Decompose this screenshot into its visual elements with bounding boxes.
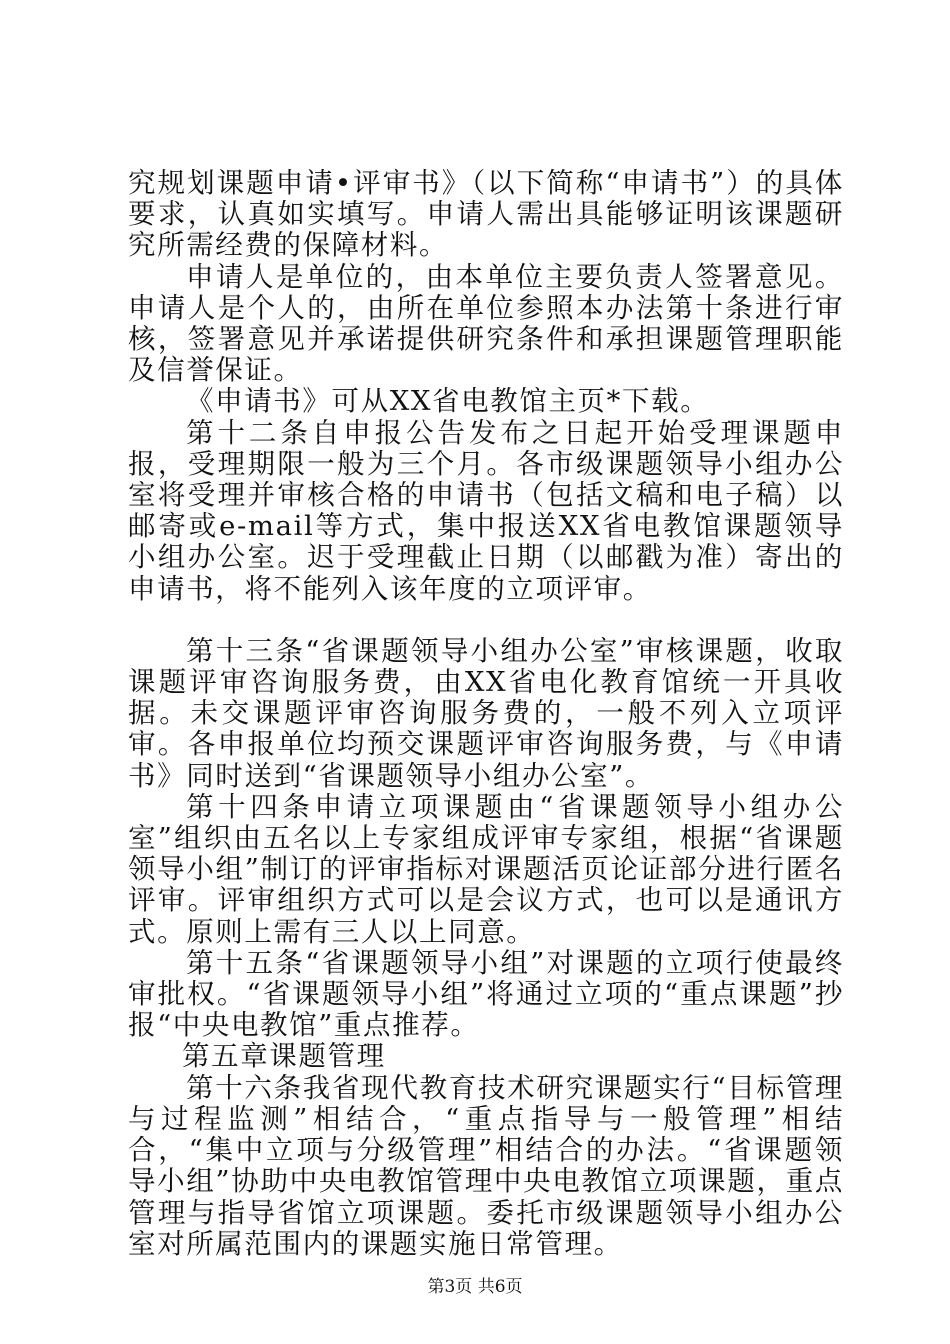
page-number-footer: 第3页 共6页 — [427, 1277, 523, 1297]
document-body — [128, 168, 844, 1260]
paragraph-article-13: 第十三条“省课题领导小组办公室”审核课题，收取课题评审咨询服务费，由XX省电化教育馆统一开具收据。未交课题评审咨询服务费的，一般不列入立项评审。各申报单位均预交课题评审咨询服务费，与《申请书》同时送到“省课题领导小组办公室”。 — [128, 634, 844, 792]
paragraph-download-note: 《申请书》可从XX省电教馆主页*下载。 — [186, 385, 710, 418]
paragraph-article-15: 第十五条“省课题领导小组”对课题的立项行使最终审批权。“省课题领导小组”将通过立项的“重点课题”抄报“中央电教馆”重点推荐。 — [128, 946, 844, 1042]
paragraph-applicant-signature: 申请人是单位的，由本单位主要负责人签署意见。申请人是个人的，由所在单位参照本办法第十条进行审核，签署意见并承诺提供研究条件和承担课题管理职能及信誉保证。 — [128, 260, 844, 387]
paragraph-article-16: 第十六条我省现代教育技术研究课题实行“目标管理与过程监测”相结合，“重点指导与一般管理”相结合，“集中立项与分级管理”相结合的办法。“省课题领导小组”协助中央电教馆管理中央电教馆立项课题，重点管理与指导省馆立项课题。委托市级课题领导小组办公室对所属范围内的课题实施日常管理。 — [128, 1071, 844, 1260]
chapter-heading-5: 第五章课题管理 — [182, 1040, 386, 1073]
paragraph-article-12: 第十二条自申报公告发布之日起开始受理课题申报，受理期限一般为三个月。各市级课题领导小组办公室将受理并审核合格的申请书（包括文稿和电子稿）以邮寄或e-mail等方式，集中报送XX省电教馆课题领导小组办公室。迟于受理截止日期（以邮戳为准）寄出的申请书，将不能列入该年度的立项评审。 — [128, 416, 844, 605]
paragraph-application-form-continued: 究规划课题申请•评审书》（以下简称“申请书”）的具体要求，认真如实填写。申请人需出具能够证明该课题研究所需经费的保障材料。 — [128, 167, 844, 262]
paragraph-spacer — [128, 605, 844, 636]
paragraph-article-14: 第十四条申请立项课题由“省课题领导小组办公室”组织由五名以上专家组成评审专家组，根据“省课题领导小组”制订的评审指标对课题活页论证部分进行匿名评审。评审组织方式可以是会议方式，也可以是通讯方式。原则上需有三人以上同意。 — [128, 790, 844, 948]
